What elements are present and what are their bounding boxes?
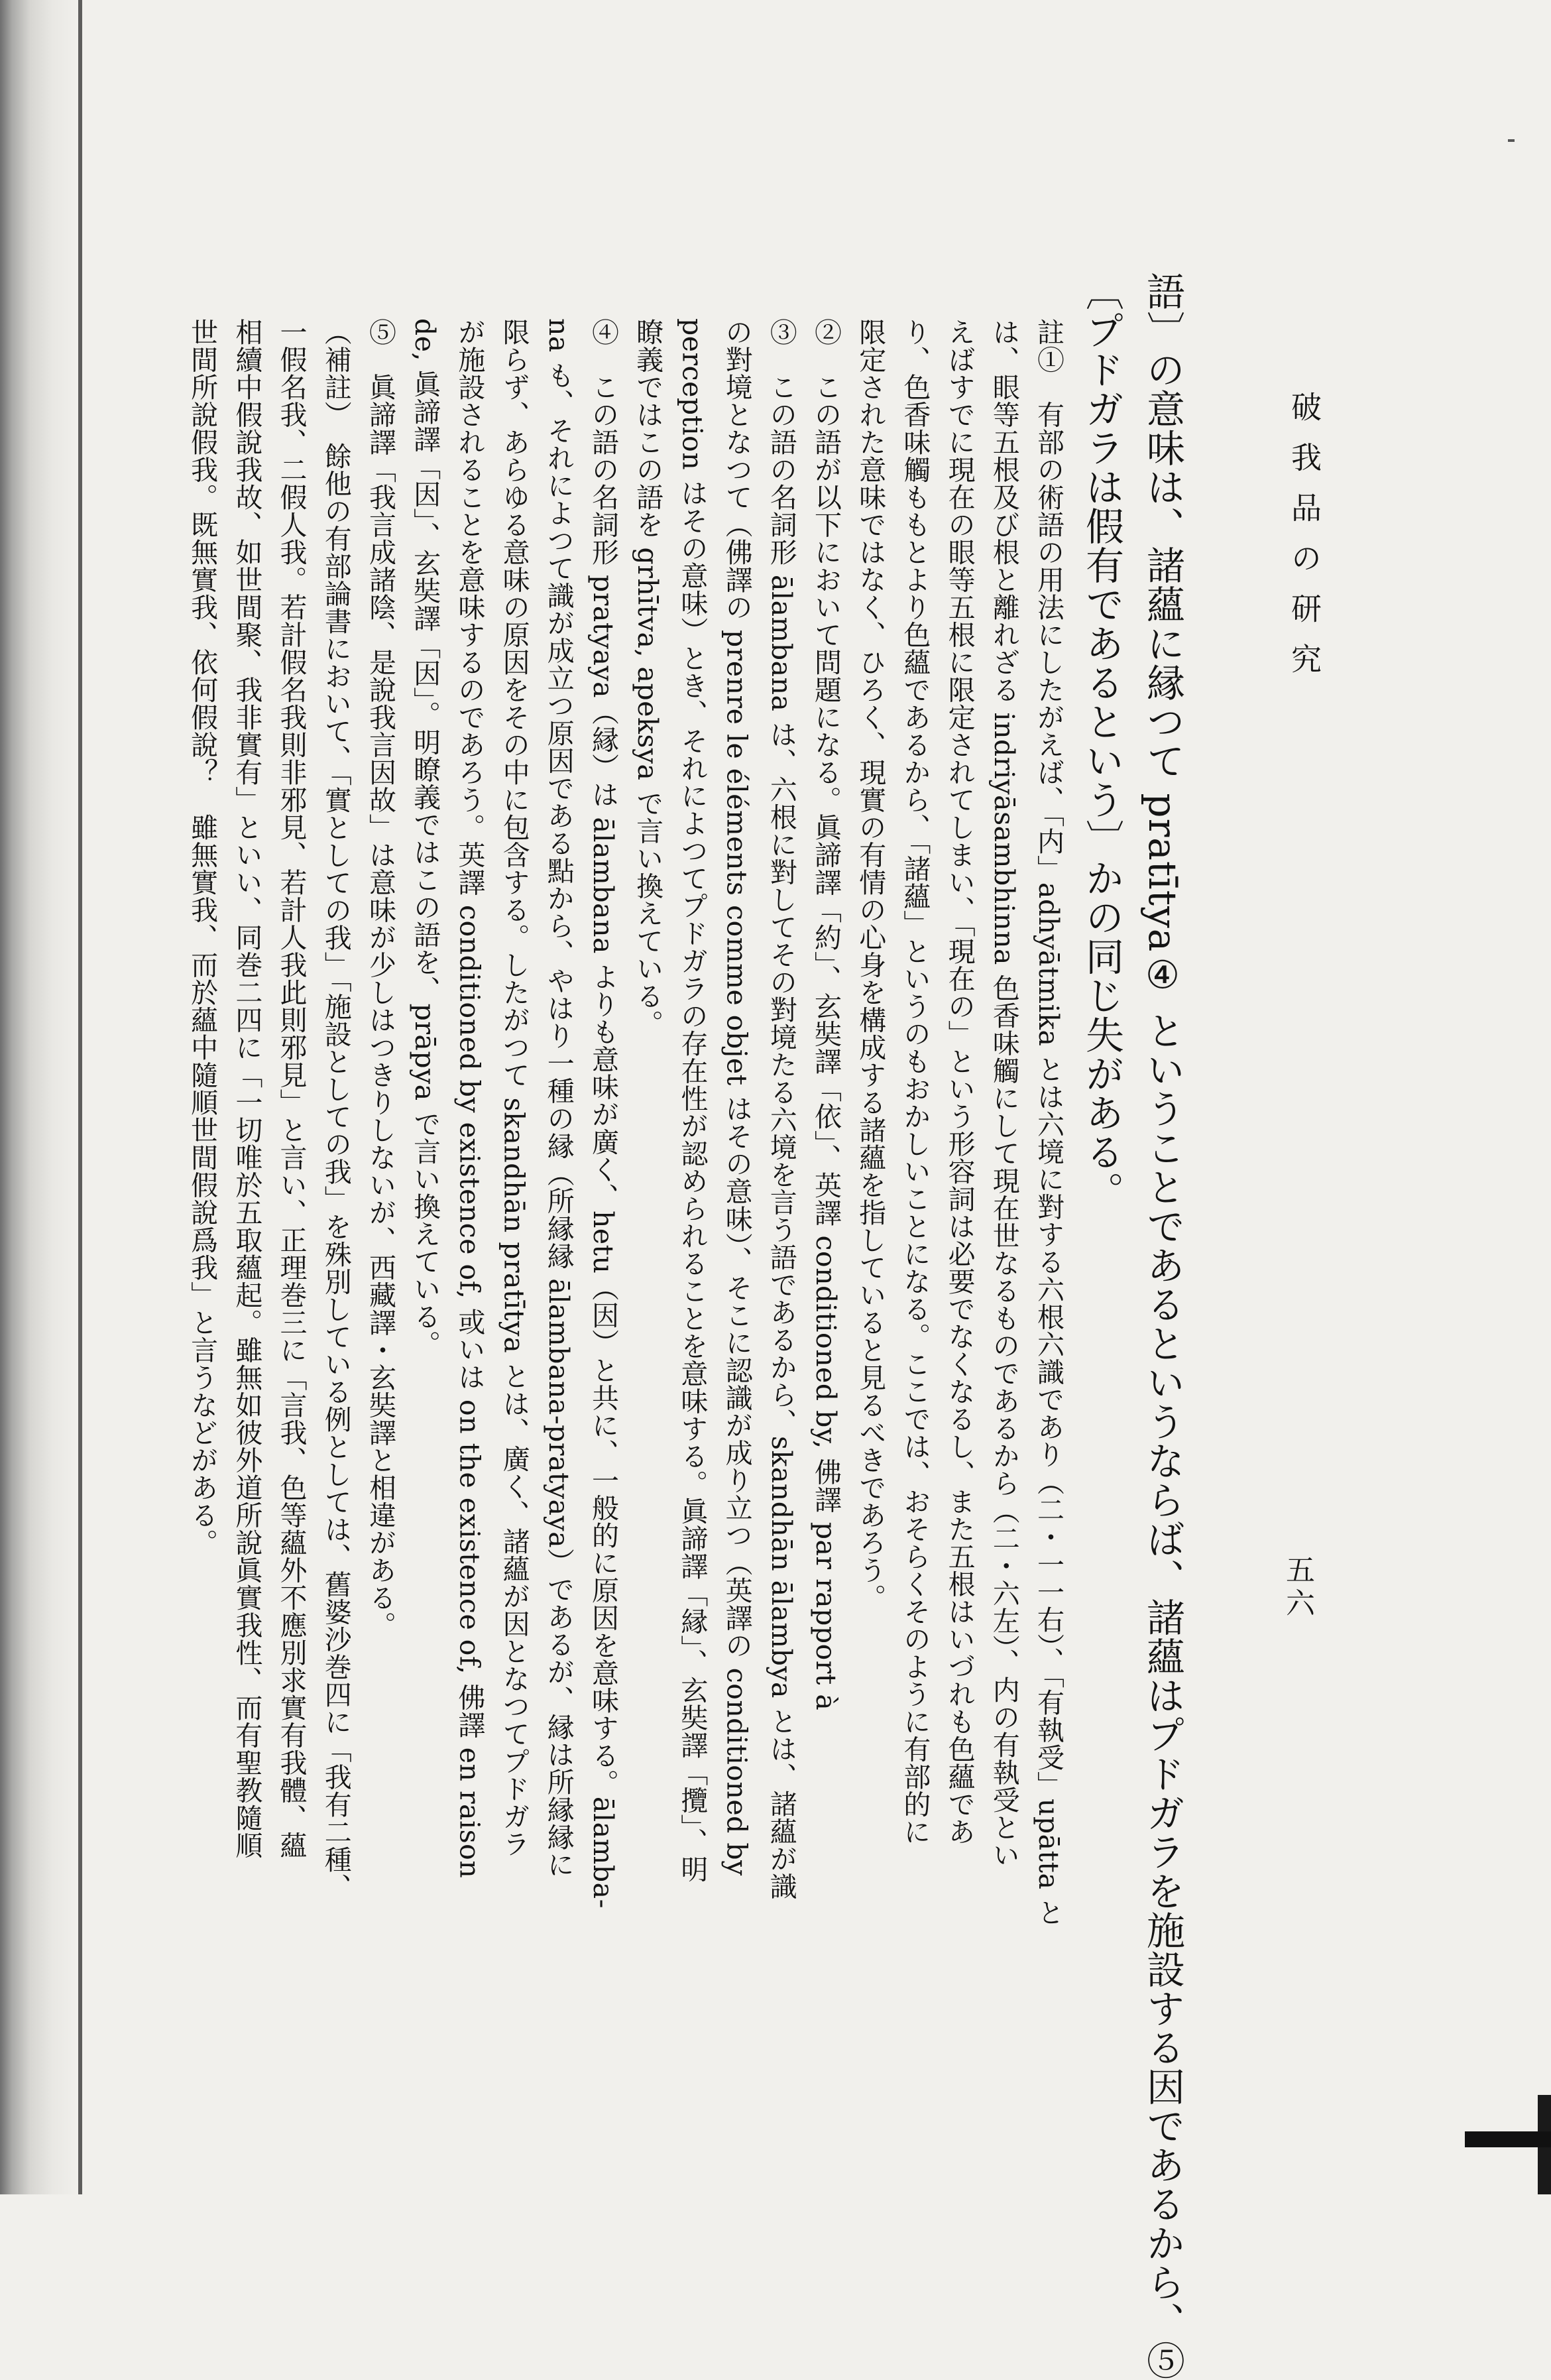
note-line: は、眼等五根及び根と離れざる indriyāsambhinna 色香味觸にして現在世なるものであるから（二・六左）、内の有執受とい [988,318,1020,1869]
note-line: 限らず、あらゆる意味の原因をその中に包含する。したがつて skandhān pratītya とは、廣く、諸蘊が因となつてプドガラ [498,318,530,1858]
note-line: が施設されることを意味するのであろう。英譯 conditioned by existence of, 或いは on the existence of, 佛譯 en raison [453,318,486,1879]
body-line: 〔プドガラは假有であるという〕かの同じ失がある。 [1079,272,1124,1211]
note-line: （補註） 餘他の有部論書において、「實としての我」「施設としての我」を殊別している例としては、舊婆沙巻四に「我有二種、 [319,318,352,1901]
body-line: 語〕の意味は、諸蘊に縁つて pratītya④ ということであるというならば、諸蘊はプドガラを施設する因であるから、⑤ [1140,272,1185,2380]
note-line: ⑤ 眞諦譯「我言成諸陰、是說我言因故」は意味が少しはつきりしないが、西藏譯・玄奘譯と相違がある。 [364,318,396,1639]
footnotes [116,318,1070,2108]
page-number: 五六 [1281,1555,1314,1621]
note-line: の對境となつて（佛譯の prenre le éléments comme objet はその意味）、そこに認識が成り立つ（英譯の conditioned by [720,318,753,1876]
main-body-text [1074,272,1193,2380]
note-line: 限定された意味ではなく、ひろく、現實の有情の心身を構成する諸蘊を指していると見るべきであろう。 [854,318,887,1612]
note-line: perception はその意味）とき、それによつてプドガラの存在性が認められることを意味する。眞諦譯「縁」、玄奘譯「攬」、明 [676,318,709,1883]
note-line: 一假名我、二假人我。若計假名我則非邪見、若計人我此則邪見」と言い、正理巻三に「言我、色等蘊外不應別求實有我體、蘊 [275,318,308,1859]
note-line: ④ この語の名詞形 pratyaya（縁）は ālambana よりも意味が廣く、hetu（因）と共に、一般的に原因を意味する。ālamba- [587,318,619,1909]
note-line: ② この語が以下において問題になる。眞諦譯「約」、玄奘譯「依」、英譯 conditioned by, 佛譯 par rapport à [809,318,842,1711]
note-line: na も、それによつて識が成立つ原因である點から、やはり一種の縁（所縁縁 ālambana-pratyaya）であるが、縁は所縁縁に [542,318,575,1879]
scan-gutter-shadow [0,0,80,2194]
running-head: 破我品の研究 [1287,391,1322,693]
scan-binding-edge [78,0,82,2194]
note-line: de, 眞諦譯「因」、玄奘譯「因」。明瞭義ではこの語を、prāpya で言い換えている。 [409,318,441,1358]
note-line: り、色香味觸ももとより色蘊であるから、「諸蘊」というのもおかしいことになる。ここでは、おそらくそのように有部的に [899,318,931,1846]
note-line: 世間所說假我。既無實我、依何假說？ 雖無實我、而於蘊中隨順世間假說爲我」と言うなどがある。 [186,318,219,1557]
scan-speck [1508,139,1515,142]
note-line: 相續中假說我故、如世間聚、我非實有」といい、同巻二四に「一切唯於五取蘊起。雖無如彼外道所說眞實我性、而有聖教隨順 [231,318,263,1859]
note-line: 瞭義ではこの語を grhītva, apeksya で言い換えている。 [632,318,664,1038]
note-line: えばすでに現在の眼等五根に限定されてしまい、「現在の」という形容詞は必要でなくなるし、また五根はいづれも色蘊であ [943,318,976,1846]
note-line: 註① 有部の術語の用法にしたがえば、「内」adhyātmika とは六境に對する六根六識であり（二・一一右）、「有執受」upātta と [1033,318,1064,1927]
scan-corner-mark [1465,2131,1551,2147]
note-line: ③ この語の名詞形 ālambana は、六根に對してその對境たる六境を言う語であるから、skandhān ālambya とは、諸蘊が識 [765,318,797,1901]
